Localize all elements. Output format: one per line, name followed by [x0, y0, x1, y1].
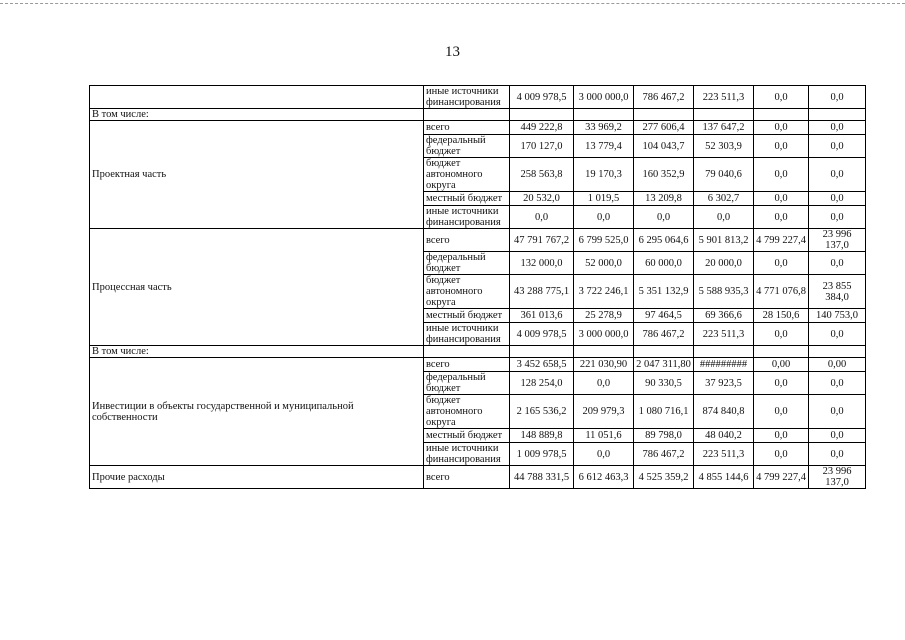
value-cell: 6 295 064,6 [634, 229, 694, 252]
value-cell: 33 969,2 [574, 121, 634, 135]
value-cell: 0,0 [634, 206, 694, 229]
value-cell: 0,00 [809, 358, 866, 372]
value-cell: 19 170,3 [574, 158, 634, 192]
subheading-row [90, 346, 866, 358]
value-cell: 4 799 227,4 [754, 466, 809, 489]
value-cell: 0,0 [754, 158, 809, 192]
value-cell: 0,0 [809, 158, 866, 192]
indicator-cell: всего [424, 121, 510, 135]
value-cell: 44 788 331,5 [510, 466, 574, 489]
value-cell: 28 150,6 [754, 309, 809, 323]
value-cell: 874 840,8 [694, 395, 754, 429]
page-top-border [0, 3, 905, 4]
value-cell: 37 923,5 [694, 372, 754, 395]
value-cell: 1 019,5 [574, 192, 634, 206]
value-cell: 6 302,7 [694, 192, 754, 206]
value-cell: 223 511,3 [694, 323, 754, 346]
value-cell: 786 467,2 [634, 323, 694, 346]
section-cell: Проектная часть [90, 121, 424, 229]
value-cell: 104 043,7 [634, 135, 694, 158]
value-cell: 23 996 137,0 [809, 229, 866, 252]
value-cell: 1 080 716,1 [634, 395, 694, 429]
value-cell: 4 009 978,5 [510, 323, 574, 346]
section-cell: Прочие расходы [90, 466, 424, 489]
page-number: 13 [445, 44, 460, 60]
value-cell: 48 040,2 [694, 429, 754, 443]
value-cell: 0,0 [809, 135, 866, 158]
value-cell: 5 351 132,9 [634, 275, 694, 309]
value-cell: 13 779,4 [574, 135, 634, 158]
value-cell: 0,0 [754, 443, 809, 466]
value-cell: 221 030,90 [574, 358, 634, 372]
value-cell: 13 209,8 [634, 192, 694, 206]
section-cell [90, 86, 424, 109]
value-cell: 0,0 [809, 86, 866, 109]
value-cell: 4 009 978,5 [510, 86, 574, 109]
table-row [90, 121, 866, 135]
value-cell: 20 532,0 [510, 192, 574, 206]
value-cell: 25 278,9 [574, 309, 634, 323]
table-row [90, 86, 866, 109]
value-cell: 786 467,2 [634, 443, 694, 466]
value-cell: 0,0 [574, 372, 634, 395]
value-cell: 0,00 [754, 358, 809, 372]
value-cell: 0,0 [809, 206, 866, 229]
value-cell: 132 000,0 [510, 252, 574, 275]
value-cell: 89 798,0 [634, 429, 694, 443]
table-row [90, 466, 866, 489]
section-cell: Процессная часть [90, 229, 424, 346]
value-cell: 20 000,0 [694, 252, 754, 275]
value-cell: 0,0 [754, 206, 809, 229]
indicator-cell: бюджет автономного округа [424, 395, 510, 429]
value-cell: 52 000,0 [574, 252, 634, 275]
value-cell: 0,0 [809, 395, 866, 429]
value-cell: 0,0 [510, 206, 574, 229]
value-cell: 1 009 978,5 [510, 443, 574, 466]
value-cell: 0,0 [809, 372, 866, 395]
value-cell: 361 013,6 [510, 309, 574, 323]
subheading-cell: В том числе: [90, 109, 424, 121]
value-cell: 4 525 359,2 [634, 466, 694, 489]
value-cell: 0,0 [809, 192, 866, 206]
value-cell: 0,0 [574, 443, 634, 466]
value-cell: 3 722 246,1 [574, 275, 634, 309]
value-cell: 4 771 076,8 [754, 275, 809, 309]
value-cell: 0,0 [809, 323, 866, 346]
value-cell: 3 000 000,0 [574, 86, 634, 109]
value-cell: 277 606,4 [634, 121, 694, 135]
value-cell: 4 855 144,6 [694, 466, 754, 489]
value-cell: 0,0 [754, 429, 809, 443]
value-cell: 140 753,0 [809, 309, 866, 323]
value-cell: 0,0 [754, 372, 809, 395]
value-cell: 0,0 [754, 395, 809, 429]
value-cell: 52 303,9 [694, 135, 754, 158]
value-cell: 90 330,5 [634, 372, 694, 395]
value-cell: 23 855 384,0 [809, 275, 866, 309]
value-cell: 5 901 813,2 [694, 229, 754, 252]
value-cell: 786 467,2 [634, 86, 694, 109]
value-cell: 4 799 227,4 [754, 229, 809, 252]
value-cell: 0,0 [809, 121, 866, 135]
value-cell: 223 511,3 [694, 443, 754, 466]
value-cell: 137 647,2 [694, 121, 754, 135]
value-cell: 3 000 000,0 [574, 323, 634, 346]
value-cell: 160 352,9 [634, 158, 694, 192]
value-cell: 148 889,8 [510, 429, 574, 443]
budget-table [89, 85, 866, 489]
indicator-cell: иные источники финансирования [424, 86, 510, 109]
indicator-cell: бюджет автономного округа [424, 275, 510, 309]
value-cell: 79 040,6 [694, 158, 754, 192]
value-cell: 43 288 775,1 [510, 275, 574, 309]
value-cell: 0,0 [809, 252, 866, 275]
value-cell: 258 563,8 [510, 158, 574, 192]
value-cell: 0,0 [754, 252, 809, 275]
indicator-cell: федеральный бюджет [424, 372, 510, 395]
value-cell: 209 979,3 [574, 395, 634, 429]
value-cell: 0,0 [754, 323, 809, 346]
value-cell: 0,0 [809, 443, 866, 466]
value-cell: 5 588 935,3 [694, 275, 754, 309]
indicator-cell: всего [424, 358, 510, 372]
subheading-cell: В том числе: [90, 346, 424, 358]
indicator-cell: бюджет автономного округа [424, 158, 510, 192]
value-cell: 0,0 [694, 206, 754, 229]
value-cell: 2 047 311,80 [634, 358, 694, 372]
indicator-cell: местный бюджет [424, 192, 510, 206]
value-cell: 97 464,5 [634, 309, 694, 323]
value-cell: 3 452 658,5 [510, 358, 574, 372]
value-cell: 11 051,6 [574, 429, 634, 443]
indicator-cell: местный бюджет [424, 309, 510, 323]
table-row [90, 358, 866, 372]
value-cell: 0,0 [754, 192, 809, 206]
section-cell: Инвестиции в объекты государственной и муниципальной собственности [90, 358, 424, 466]
value-cell: 23 996 137,0 [809, 466, 866, 489]
value-cell: ######### [694, 358, 754, 372]
indicator-cell: иные источники финансирования [424, 443, 510, 466]
indicator-cell: местный бюджет [424, 429, 510, 443]
subheading-row [90, 109, 866, 121]
indicator-cell: федеральный бюджет [424, 252, 510, 275]
value-cell: 2 165 536,2 [510, 395, 574, 429]
table-row [90, 229, 866, 252]
value-cell: 170 127,0 [510, 135, 574, 158]
value-cell: 47 791 767,2 [510, 229, 574, 252]
indicator-cell: иные источники финансирования [424, 323, 510, 346]
indicator-cell: федеральный бюджет [424, 135, 510, 158]
value-cell: 0,0 [809, 429, 866, 443]
value-cell: 69 366,6 [694, 309, 754, 323]
value-cell: 60 000,0 [634, 252, 694, 275]
value-cell: 0,0 [754, 135, 809, 158]
value-cell: 0,0 [574, 206, 634, 229]
indicator-cell: всего [424, 466, 510, 489]
value-cell: 0,0 [754, 121, 809, 135]
value-cell: 223 511,3 [694, 86, 754, 109]
value-cell: 0,0 [754, 86, 809, 109]
value-cell: 6 612 463,3 [574, 466, 634, 489]
value-cell: 6 799 525,0 [574, 229, 634, 252]
value-cell: 449 222,8 [510, 121, 574, 135]
value-cell: 128 254,0 [510, 372, 574, 395]
indicator-cell: иные источники финансирования [424, 206, 510, 229]
indicator-cell: всего [424, 229, 510, 252]
